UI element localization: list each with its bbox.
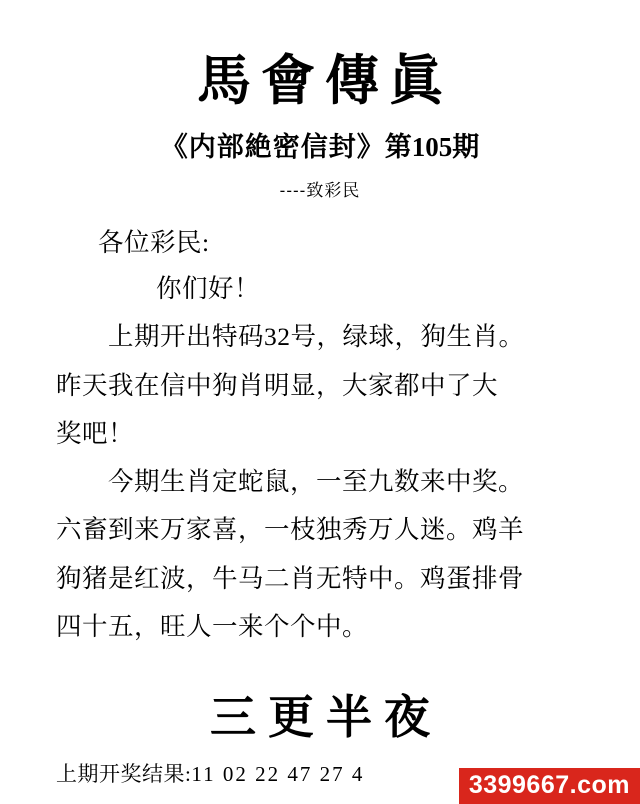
hello-line: 你们好！ (156, 273, 261, 303)
subtitle-bracket-text: 《内部絶密信封》 (160, 131, 385, 162)
subtitle-line (0, 125, 640, 164)
page-title: 馬會傳眞 (197, 48, 453, 112)
paragraph-line-2: 昨天我在信中狗肖明显，大家都中了大 (56, 370, 499, 400)
site-watermark: 3399667.com (459, 768, 640, 804)
paragraph-line-6: 狗猪是红波，牛马二肖无特中。鸡蛋排骨 (56, 563, 525, 593)
paragraph-line-5: 六畜到来万家喜，一枝独秀万人迷。鸡羊 (56, 515, 525, 545)
letter-body (56, 223, 584, 648)
headline-phrase: 三更半夜 (210, 690, 442, 745)
paragraph-line-1: 上期开出特码32号，绿球，狗生肖。 (108, 322, 525, 352)
previous-result-line (56, 758, 364, 788)
dedication-line: ----致彩民 (279, 180, 361, 200)
paragraph-line-3: 奖吧！ (56, 418, 135, 448)
paragraph-line-4: 今期生肖定蛇鼠，一至九数来中奖。 (108, 467, 525, 497)
result-numbers: 11 02 22 47 27 4 (191, 762, 365, 786)
greeting-line: 各位彩民: (98, 227, 210, 257)
paragraph-line-7: 四十五，旺人一来个个中。 (56, 611, 369, 641)
result-prefix-label: 上期开奖结果: (56, 762, 192, 786)
issue-label: 第105期 (384, 131, 480, 162)
